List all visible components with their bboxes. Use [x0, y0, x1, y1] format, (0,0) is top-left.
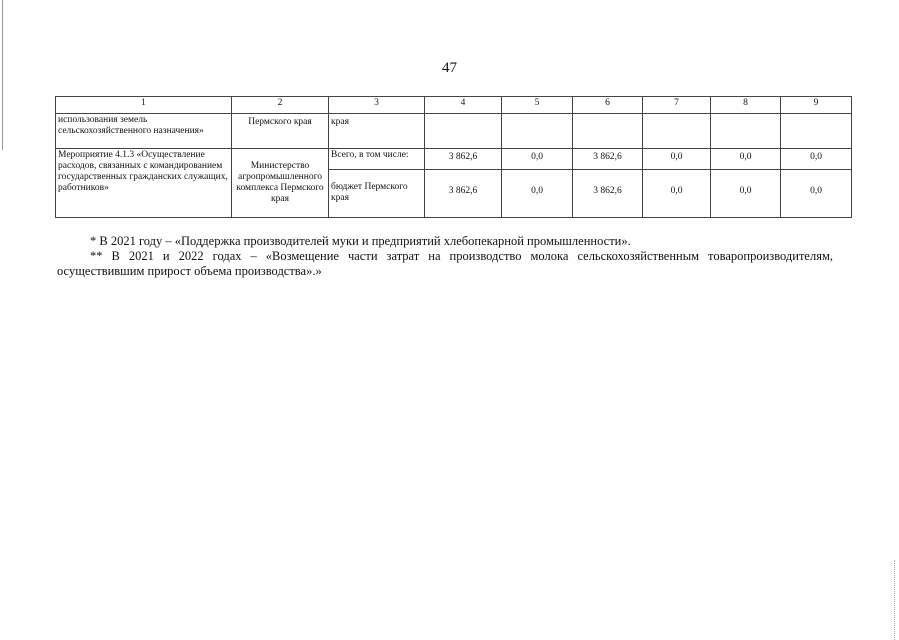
footnote-2: ** В 2021 и 2022 годах – «Возмещение части затрат на производство молока сельскохозяйственным товаропроизводителям, осуществившим прирост объема производства».»	[57, 249, 833, 278]
value-cell: 3 862,6	[573, 170, 643, 218]
column-number: 5	[502, 97, 573, 114]
value-cell	[425, 114, 502, 149]
budget-table	[55, 96, 852, 218]
column-number: 1	[56, 97, 232, 114]
column-number: 2	[232, 97, 329, 114]
source-cell: Всего, в том числе:	[329, 149, 425, 170]
executor-cell: Пермского края	[232, 114, 329, 149]
value-cell: 3 862,6	[425, 149, 502, 170]
footnote-1: * В 2021 году – «Поддержка производителей муки и предприятий хлебопекарной промышленности».	[90, 234, 631, 248]
value-cell: 0,0	[643, 170, 711, 218]
value-cell: 0,0	[502, 170, 573, 218]
measure-name-cell: использования земель сельскохозяйственного назначения»	[56, 114, 232, 149]
column-number: 4	[425, 97, 502, 114]
value-cell: 3 862,6	[573, 149, 643, 170]
column-number: 6	[573, 97, 643, 114]
measure-name-cell: Мероприятие 4.1.3 «Осуществление расходов, связанных с командированием государственных гражданских служащих, работников»	[56, 149, 232, 218]
table-row	[56, 114, 852, 149]
source-cell: бюджет Пермского края	[329, 170, 425, 218]
executor-cell: Министерство агропромышленного комплекса Пермского края	[232, 149, 329, 218]
column-number: 3	[329, 97, 425, 114]
value-cell	[643, 114, 711, 149]
source-cell: края	[329, 114, 425, 149]
column-number: 8	[711, 97, 781, 114]
column-number: 9	[781, 97, 852, 114]
value-cell: 3 862,6	[425, 170, 502, 218]
scan-edge-right	[894, 560, 895, 640]
value-cell: 0,0	[711, 170, 781, 218]
value-cell: 0,0	[781, 170, 852, 218]
value-cell: 0,0	[711, 149, 781, 170]
value-cell: 0,0	[502, 149, 573, 170]
footnotes	[57, 234, 833, 279]
value-cell: 0,0	[781, 149, 852, 170]
column-number: 7	[643, 97, 711, 114]
page-number: 47	[442, 60, 457, 76]
table-row	[56, 149, 852, 170]
table-header-row	[56, 97, 852, 114]
value-cell: 0,0	[643, 149, 711, 170]
value-cell	[781, 114, 852, 149]
value-cell	[711, 114, 781, 149]
value-cell	[502, 114, 573, 149]
value-cell	[573, 114, 643, 149]
